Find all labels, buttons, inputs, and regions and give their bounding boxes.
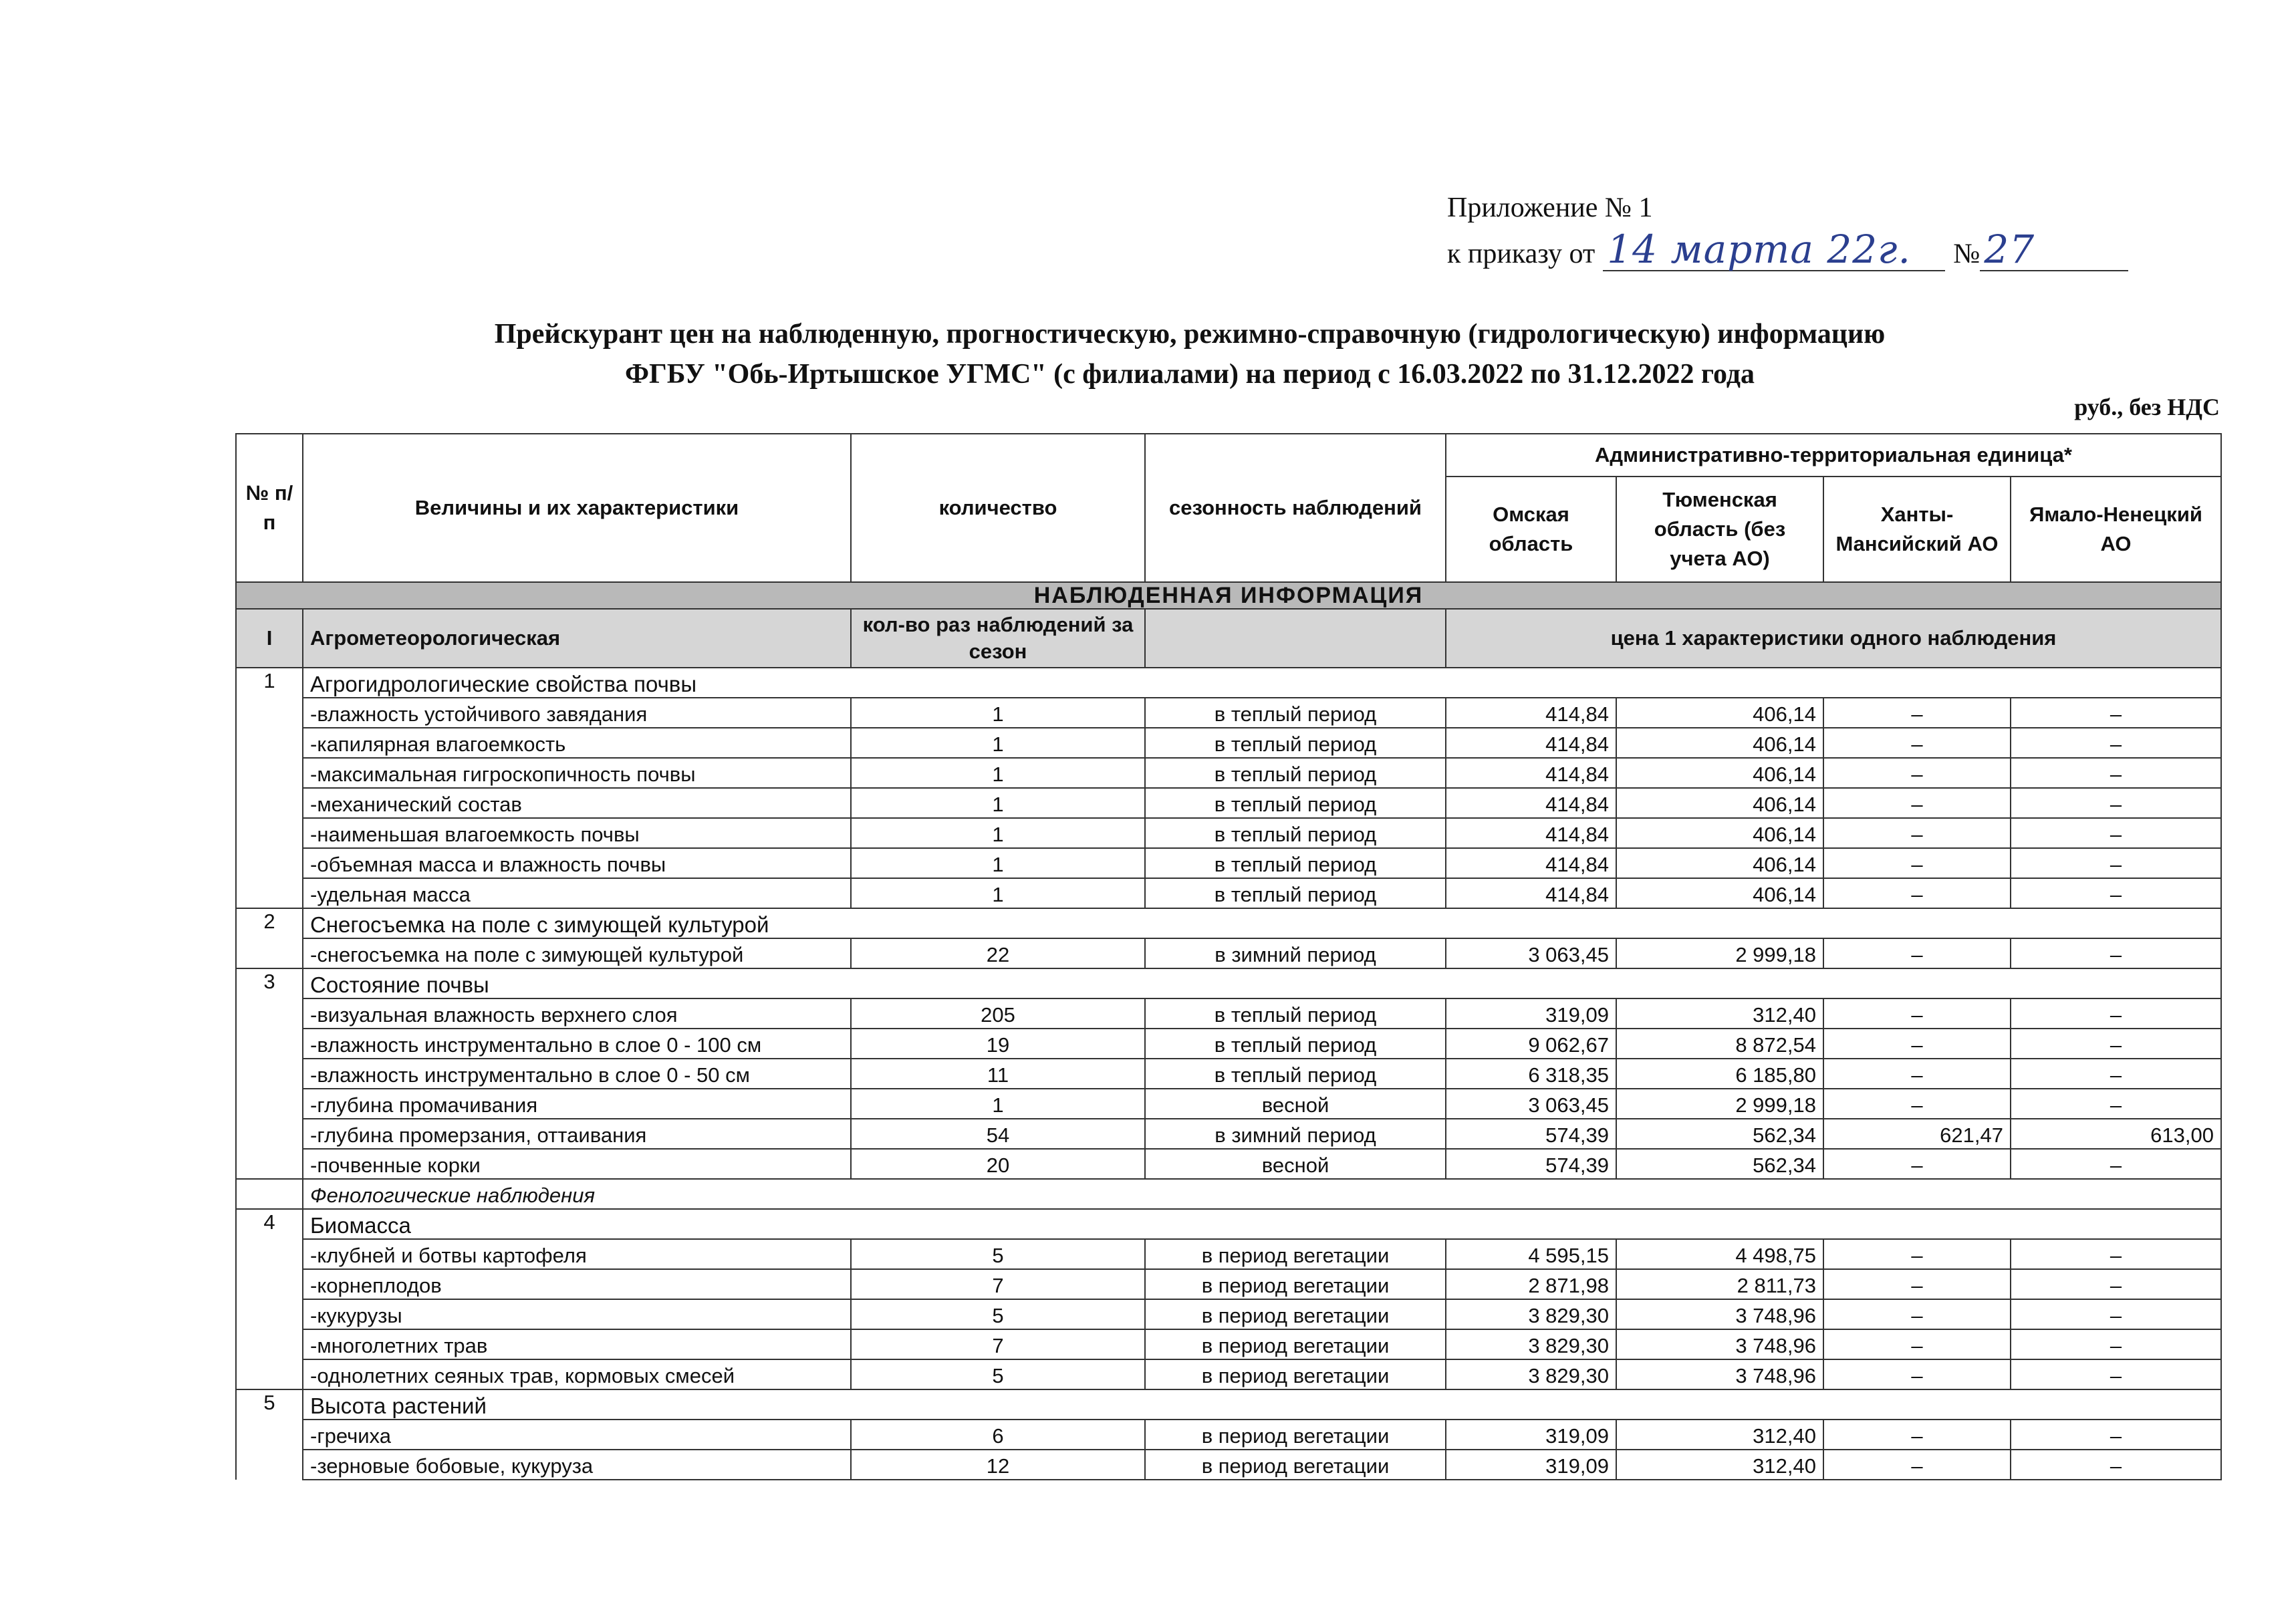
table-group-row [236,1179,2221,1209]
header-qty: количество [851,434,1145,582]
row-quantity: 54 [851,1119,1145,1149]
price-yanao: – [2011,698,2221,728]
price-khmao: – [1823,1089,2011,1119]
price-yanao: – [2011,1450,2221,1480]
price-khmao: – [1823,1239,2011,1269]
price-tyumen: 3 748,96 [1616,1299,1823,1329]
row-number [236,1089,303,1119]
row-quantity: 1 [851,788,1145,818]
row-label: -многолетних трав [303,1329,851,1359]
price-tyumen: 406,14 [1616,788,1823,818]
price-tyumen: 406,14 [1616,698,1823,728]
row-season: в период вегетации [1145,1329,1446,1359]
row-quantity: 205 [851,998,1145,1029]
table-group-row [236,908,2221,938]
price-omsk: 414,84 [1446,788,1616,818]
row-label: -влажность инструментально в слое 0 - 50 см [303,1059,851,1089]
price-khmao: – [1823,758,2011,788]
row-season: в период вегетации [1145,1420,1446,1450]
price-yanao: – [2011,758,2221,788]
currency-note: руб., без НДС [2074,394,2220,420]
table-group-row [236,1209,2221,1239]
price-yanao: – [2011,1329,2221,1359]
row-number: 2 [236,908,303,938]
row-label: -наименьшая влагоемкость почвы [303,818,851,848]
row-season: в теплый период [1145,758,1446,788]
table-row [236,728,2221,758]
price-tyumen: 8 872,54 [1616,1029,1823,1059]
price-tyumen: 4 498,75 [1616,1239,1823,1269]
row-label: -корнеплодов [303,1269,851,1299]
header-region-omsk: Омская область [1446,477,1616,582]
group-label: Снегосъемка на поле с зимующей культурой [303,908,2221,938]
price-omsk: 3 063,45 [1446,1089,1616,1119]
price-omsk: 3 829,30 [1446,1329,1616,1359]
row-label: -гречиха [303,1420,851,1450]
row-number [236,728,303,758]
row-label: -механический состав [303,788,851,818]
row-season: в теплый период [1145,878,1446,908]
header-name: Величины и их характеристики [303,434,851,582]
row-number [236,698,303,728]
row-quantity: 12 [851,1450,1145,1480]
table-row [236,1119,2221,1149]
price-yanao: – [2011,1029,2221,1059]
price-omsk: 319,09 [1446,1450,1616,1480]
price-khmao: – [1823,1329,2011,1359]
row-label: -глубина промерзания, оттаивания [303,1119,851,1149]
row-label: -влажность устойчивого завядания [303,698,851,728]
row-quantity: 11 [851,1059,1145,1089]
row-season: в теплый период [1145,1059,1446,1089]
appendix-line [1447,187,2128,229]
row-label: -максимальная гигроскопичность почвы [303,758,851,788]
appendix-title: Приложение № 1 [1447,192,1653,223]
order-prefix: к приказу от [1447,239,1596,269]
price-yanao: – [2011,848,2221,878]
price-tyumen: 6 185,80 [1616,1059,1823,1089]
row-season: в теплый период [1145,998,1446,1029]
price-omsk: 414,84 [1446,728,1616,758]
price-tyumen: 406,14 [1616,758,1823,788]
row-season: в период вегетации [1145,1450,1446,1480]
section-observed-information: НАБЛЮДЕННАЯ ИНФОРМАЦИЯ [236,582,2221,609]
row-quantity: 5 [851,1359,1145,1389]
price-khmao: 621,47 [1823,1119,2011,1149]
price-omsk: 414,84 [1446,848,1616,878]
group-label: Агрогидрологические свойства почвы [303,668,2221,698]
row-number [236,1329,303,1359]
row-quantity: 22 [851,938,1145,968]
group-label: Высота растений [303,1389,2221,1420]
price-khmao: – [1823,998,2011,1029]
order-date-handwritten: 14 марта 22г. [1603,229,1945,271]
row-number: 1 [236,668,303,698]
price-table [235,433,2222,1480]
group-label: Состояние почвы [303,968,2221,998]
row-quantity: 20 [851,1149,1145,1179]
row-season: в период вегетации [1145,1239,1446,1269]
table-row [236,1239,2221,1269]
price-yanao: – [2011,1059,2221,1089]
row-season: в теплый период [1145,1029,1446,1059]
price-yanao: – [2011,788,2221,818]
row-number [236,1059,303,1089]
table-row [236,818,2221,848]
price-yanao: – [2011,1269,2221,1299]
row-quantity: 7 [851,1269,1145,1299]
table-row [236,1329,2221,1359]
row-season: в теплый период [1145,788,1446,818]
row-quantity: 1 [851,848,1145,878]
price-tyumen: 562,34 [1616,1119,1823,1149]
order-number-handwritten: 27 [1980,229,2128,271]
price-khmao: – [1823,818,2011,848]
row-label: -капилярная влагоемкость [303,728,851,758]
price-omsk: 574,39 [1446,1149,1616,1179]
row-quantity: 1 [851,758,1145,788]
row-number [236,938,303,968]
group-label: Фенологические наблюдения [303,1179,2221,1209]
table-group-row [236,1389,2221,1420]
header-region-tyumen: Тюменская область (без учета АО) [1616,477,1823,582]
price-khmao: – [1823,878,2011,908]
table-group-row [236,968,2221,998]
price-khmao: – [1823,1029,2011,1059]
row-season: в теплый период [1145,818,1446,848]
price-yanao: – [2011,818,2221,848]
row-season: в теплый период [1145,848,1446,878]
subheader-num: I [236,609,303,668]
row-label: -снегосъемка на поле с зимующей культурой [303,938,851,968]
table-row [236,998,2221,1029]
row-label: -почвенные корки [303,1149,851,1179]
table-row [236,788,2221,818]
price-tyumen: 2 811,73 [1616,1269,1823,1299]
price-omsk: 414,84 [1446,698,1616,728]
row-quantity: 7 [851,1329,1145,1359]
order-reference-line [1447,229,2128,275]
table-group-row [236,668,2221,698]
price-yanao: – [2011,1089,2221,1119]
subheader-qty: кол-во раз наблюдений за сезон [851,609,1145,668]
price-khmao: – [1823,1059,2011,1089]
price-tyumen: 2 999,18 [1616,1089,1823,1119]
table-row [236,1299,2221,1329]
price-omsk: 3 829,30 [1446,1359,1616,1389]
row-label: -влажность инструментально в слое 0 - 100 см [303,1029,851,1059]
row-number [236,1299,303,1329]
price-yanao: – [2011,878,2221,908]
price-khmao: – [1823,1149,2011,1179]
order-number-sign: № [1953,239,1981,269]
price-tyumen: 406,14 [1616,728,1823,758]
price-yanao: – [2011,1149,2221,1179]
price-tyumen: 406,14 [1616,878,1823,908]
table-row [236,1420,2221,1450]
row-number [236,1149,303,1179]
row-season: весной [1145,1089,1446,1119]
row-number [236,1359,303,1389]
row-number [236,998,303,1029]
row-number: 5 [236,1389,303,1420]
price-tyumen: 312,40 [1616,1420,1823,1450]
row-quantity: 1 [851,698,1145,728]
row-number [236,1029,303,1059]
table-row [236,878,2221,908]
price-khmao: – [1823,698,2011,728]
price-omsk: 414,84 [1446,758,1616,788]
price-khmao: – [1823,1269,2011,1299]
row-number [236,878,303,908]
price-khmao: – [1823,848,2011,878]
appendix-block [1447,187,2128,275]
row-season: в период вегетации [1145,1269,1446,1299]
row-number [236,1179,303,1209]
price-tyumen: 3 748,96 [1616,1359,1823,1389]
price-khmao: – [1823,1299,2011,1329]
table-row [236,698,2221,728]
row-number [236,1119,303,1149]
row-season: в зимний период [1145,1119,1446,1149]
row-number [236,1450,303,1480]
header-num: № п/п [236,434,303,582]
table-row [236,848,2221,878]
table-row [236,1149,2221,1179]
row-label: -удельная масса [303,878,851,908]
price-omsk: 3 829,30 [1446,1299,1616,1329]
row-number [236,1239,303,1269]
table-row [236,938,2221,968]
title-line-2: ФГБУ "Обь-Иртышское УГМС" (с филиалами) на период с 16.03.2022 по 31.12.2022 года [624,359,1755,390]
price-yanao: – [2011,1239,2221,1269]
row-season: в теплый период [1145,728,1446,758]
price-omsk: 319,09 [1446,1420,1616,1450]
table-row [236,1029,2221,1059]
price-yanao: 613,00 [2011,1119,2221,1149]
table-row [236,758,2221,788]
document-title [241,314,2139,394]
price-khmao: – [1823,1359,2011,1389]
row-season: весной [1145,1149,1446,1179]
row-label: -клубней и ботвы картофеля [303,1239,851,1269]
price-khmao: – [1823,728,2011,758]
price-tyumen: 562,34 [1616,1149,1823,1179]
table-row [236,1269,2221,1299]
header-region-khmao: Ханты-Мансийский АО [1823,477,2011,582]
price-tyumen: 312,40 [1616,998,1823,1029]
table-row [236,1359,2221,1389]
row-number [236,758,303,788]
price-tyumen: 312,40 [1616,1450,1823,1480]
price-omsk: 2 871,98 [1446,1269,1616,1299]
price-omsk: 4 595,15 [1446,1239,1616,1269]
row-season: в зимний период [1145,938,1446,968]
price-yanao: – [2011,728,2221,758]
row-quantity: 1 [851,818,1145,848]
row-number [236,1420,303,1450]
price-yanao: – [2011,998,2221,1029]
header-region-yanao: Ямало-Ненецкий АО [2011,477,2221,582]
price-tyumen: 406,14 [1616,818,1823,848]
row-season: в период вегетации [1145,1299,1446,1329]
price-omsk: 414,84 [1446,818,1616,848]
row-number [236,848,303,878]
row-label: -кукурузы [303,1299,851,1329]
row-label: -глубина промачивания [303,1089,851,1119]
row-number [236,788,303,818]
group-label: Биомасса [303,1209,2221,1239]
row-quantity: 1 [851,728,1145,758]
row-quantity: 6 [851,1420,1145,1450]
price-khmao: – [1823,1420,2011,1450]
price-omsk: 319,09 [1446,998,1616,1029]
price-yanao: – [2011,938,2221,968]
price-yanao: – [2011,1420,2221,1450]
price-tyumen: 2 999,18 [1616,938,1823,968]
row-quantity: 1 [851,878,1145,908]
price-khmao: – [1823,788,2011,818]
price-khmao: – [1823,1450,2011,1480]
row-number [236,818,303,848]
subheader-name: Агрометеорологическая [303,609,851,668]
row-number [236,1269,303,1299]
row-label: -объемная масса и влажность почвы [303,848,851,878]
price-khmao: – [1823,938,2011,968]
row-number: 4 [236,1209,303,1239]
row-quantity: 1 [851,1089,1145,1119]
price-yanao: – [2011,1359,2221,1389]
row-label: -однолетних сеяных трав, кормовых смесей [303,1359,851,1389]
row-label: -зерновые бобовые, кукуруза [303,1450,851,1480]
table-row [236,1059,2221,1089]
table-row [236,1089,2221,1119]
price-yanao: – [2011,1299,2221,1329]
row-number: 3 [236,968,303,998]
price-omsk: 574,39 [1446,1119,1616,1149]
row-season: в период вегетации [1145,1359,1446,1389]
title-line-1: Прейскурант цен на наблюденную, прогностическую, режимно-справочную (гидрологическую) информацию [494,319,1886,350]
row-quantity: 19 [851,1029,1145,1059]
price-omsk: 3 063,45 [1446,938,1616,968]
price-omsk: 9 062,67 [1446,1029,1616,1059]
price-tyumen: 3 748,96 [1616,1329,1823,1359]
header-season: сезонность наблюдений [1145,434,1446,582]
row-label: -визуальная влажность верхнего слоя [303,998,851,1029]
subheader-season-empty [1145,609,1446,668]
row-quantity: 5 [851,1299,1145,1329]
price-omsk: 414,84 [1446,878,1616,908]
price-tyumen: 406,14 [1616,848,1823,878]
table-row [236,1450,2221,1480]
subheader-price: цена 1 характеристики одного наблюдения [1446,609,2221,668]
header-admin-unit: Административно-территориальная единица* [1446,434,2221,477]
row-season: в теплый период [1145,698,1446,728]
price-omsk: 6 318,35 [1446,1059,1616,1089]
row-quantity: 5 [851,1239,1145,1269]
